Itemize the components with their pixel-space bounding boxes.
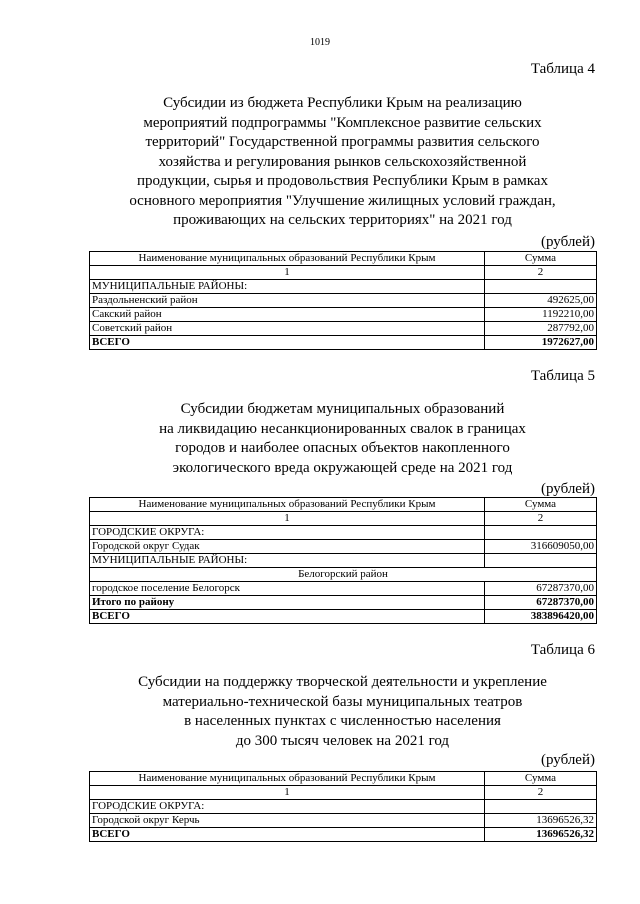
- table-row: [90, 280, 597, 294]
- total-row: [90, 610, 597, 624]
- title-line: Субсидии бюджетам муниципальных образований: [180, 401, 505, 417]
- row-name: Городской округ Керчь: [90, 814, 485, 828]
- title-line: проживающих на сельских территориях" на 2021 год: [173, 212, 512, 228]
- row-value: [485, 280, 597, 294]
- table-5: [89, 497, 597, 624]
- row-value: [485, 526, 597, 540]
- row-name: Городской округ Судак: [90, 540, 485, 554]
- title-line: хозяйства и регулирования рынков сельскохозяйственной: [158, 153, 527, 170]
- title-line: до 300 тысяч человек на 2021 год: [235, 732, 450, 749]
- table-header-row: [90, 498, 597, 512]
- title-line: основного мероприятия "Улучшение жилищных условий граждан,: [129, 192, 556, 209]
- header-sum: Сумма: [485, 772, 597, 786]
- table-row: [90, 526, 597, 540]
- page-number: 1019: [310, 37, 330, 48]
- row-value: [485, 800, 597, 814]
- title-line: городов и наиболее опасных объектов накопленного: [175, 440, 510, 456]
- row-value: 1972627,00: [485, 336, 597, 350]
- district-subheading: Белогорский район: [90, 568, 597, 582]
- row-value: 1192210,00: [485, 308, 597, 322]
- row-name: МУНИЦИПАЛЬНЫЕ РАЙОНЫ:: [90, 280, 485, 294]
- subhead-row: [90, 568, 597, 582]
- col-number: 2: [485, 786, 597, 800]
- title-line: Субсидии из бюджета Республики Крым на реализацию: [163, 95, 522, 111]
- column-number-row: [90, 512, 597, 526]
- header-name: Наименование муниципальных образований Республики Крым: [90, 498, 485, 512]
- col-number: 1: [90, 512, 485, 526]
- header-name: Наименование муниципальных образований Республики Крым: [90, 252, 485, 266]
- table-row: [90, 294, 597, 308]
- table-4: [89, 251, 597, 350]
- table-4-unit: (рублей): [540, 234, 595, 250]
- column-number-row: [90, 786, 597, 800]
- col-number: 2: [485, 266, 597, 280]
- title-line: материально-технической базы муниципальных театров: [162, 693, 523, 710]
- title-line: территорий" Государственной программы развития сельского: [145, 134, 540, 150]
- row-name: ГОРОДСКИЕ ОКРУГА:: [90, 526, 485, 540]
- table-row: [90, 308, 597, 322]
- table-row: [90, 540, 597, 554]
- table-row: [90, 322, 597, 336]
- row-value: 13696526,32: [485, 814, 597, 828]
- total-row: [90, 828, 597, 842]
- table-6-unit: (рублей): [540, 752, 595, 768]
- total-row: [90, 336, 597, 350]
- table-6-title: [90, 673, 595, 751]
- row-value: 13696526,32: [485, 828, 597, 842]
- table-row: [90, 554, 597, 568]
- col-number: 2: [485, 512, 597, 526]
- col-number: 1: [90, 786, 485, 800]
- subtotal-row: [90, 596, 597, 610]
- title-line: экологического вреда окружающей среде на 2021 год: [172, 459, 513, 476]
- row-name: Советский район: [90, 322, 485, 336]
- row-name: Сакский район: [90, 308, 485, 322]
- title-line: мероприятий подпрограммы "Комплексное развитие сельских: [143, 114, 542, 131]
- row-name: ГОРОДСКИЕ ОКРУГА:: [90, 800, 485, 814]
- row-name: городское поселение Белогорск: [90, 582, 485, 596]
- row-value: 287792,00: [485, 322, 597, 336]
- row-value: 67287370,00: [485, 582, 597, 596]
- row-name: ВСЕГО: [90, 610, 485, 624]
- row-name: ВСЕГО: [90, 828, 485, 842]
- header-sum: Сумма: [485, 498, 597, 512]
- table-6: [89, 771, 597, 842]
- table-header-row: [90, 772, 597, 786]
- table-5-label: Таблица 5: [530, 368, 595, 384]
- row-value: 492625,00: [485, 294, 597, 308]
- table-4-label: Таблица 4: [530, 61, 595, 77]
- table-row: [90, 814, 597, 828]
- col-number: 1: [90, 266, 485, 280]
- row-name: МУНИЦИПАЛЬНЫЕ РАЙОНЫ:: [90, 554, 485, 568]
- table-header-row: [90, 252, 597, 266]
- table-5-unit: (рублей): [540, 481, 595, 497]
- title-line: в населенных пунктах с численностью населения: [184, 713, 501, 729]
- table-4-title: [90, 94, 595, 231]
- column-number-row: [90, 266, 597, 280]
- table-5-title: [90, 400, 595, 478]
- row-name: ВСЕГО: [90, 336, 485, 350]
- header-sum: Сумма: [485, 252, 597, 266]
- row-value: 316609050,00: [485, 540, 597, 554]
- table-row: [90, 582, 597, 596]
- table-row: [90, 800, 597, 814]
- title-line: Субсидии на поддержку творческой деятельности и укрепление: [138, 674, 547, 690]
- table-6-label: Таблица 6: [530, 642, 595, 658]
- row-value: [485, 554, 597, 568]
- row-name: Итого по району: [90, 596, 485, 610]
- row-value: 383896420,00: [485, 610, 597, 624]
- row-value: 67287370,00: [485, 596, 597, 610]
- row-name: Раздольненский район: [90, 294, 485, 308]
- title-line: продукции, сырья и продовольствия Республики Крым в рамках: [137, 173, 548, 189]
- header-name: Наименование муниципальных образований Республики Крым: [90, 772, 485, 786]
- title-line: на ликвидацию несанкционированных свалок в границах: [159, 420, 526, 437]
